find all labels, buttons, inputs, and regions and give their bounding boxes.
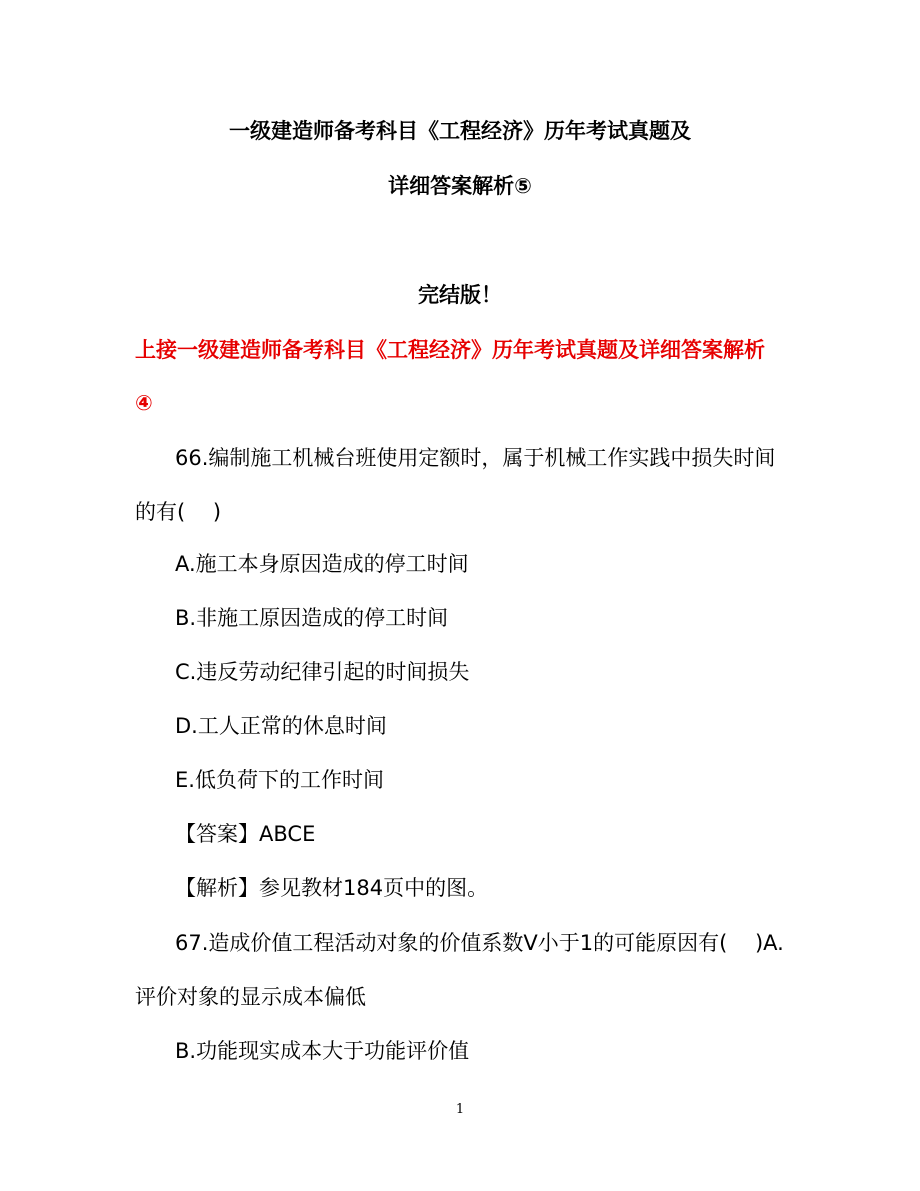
question-66-stem-line-1: 66.编制施工机械台班使用定额时，属于机械工作实践中损失时间 <box>175 446 776 470</box>
question-66-analysis: 【解析】参见教材184页中的图。 <box>175 876 489 900</box>
question-67-option-b: B.功能现实成本大于功能评价值 <box>175 1039 470 1063</box>
question-67-stem-line-2: 评价对象的显示成本偏低 <box>135 985 366 1009</box>
page-number: 1 <box>455 1102 465 1117</box>
question-66-option-a: A.施工本身原因造成的停工时间 <box>175 552 469 576</box>
document-title-line-2: 详细答案解析⑤ <box>388 174 532 198</box>
question-66-option-c: C.违反劳动纪律引起的时间损失 <box>175 660 470 684</box>
question-66-option-d: D.工人正常的休息时间 <box>175 714 387 738</box>
question-66-option-b: B.非施工原因造成的停工时间 <box>175 606 449 630</box>
document-subtitle: 完结版！ <box>418 283 502 307</box>
continued-from-line-1: 上接一级建造师备考科目《工程经济》历年考试真题及详细答案解析 <box>135 338 765 362</box>
question-66-answer: 【答案】ABCE <box>175 822 316 846</box>
question-66-option-e: E.低负荷下的工作时间 <box>175 768 384 792</box>
continued-from-line-2: ④ <box>135 391 153 415</box>
document-title-line-1: 一级建造师备考科目《工程经济》历年考试真题及 <box>229 119 691 143</box>
question-66-stem-line-2: 的有( ) <box>135 500 222 524</box>
question-67-stem-line-1: 67.造成价值工程活动对象的价值系数V小于1的可能原因有( )A. <box>175 931 784 955</box>
